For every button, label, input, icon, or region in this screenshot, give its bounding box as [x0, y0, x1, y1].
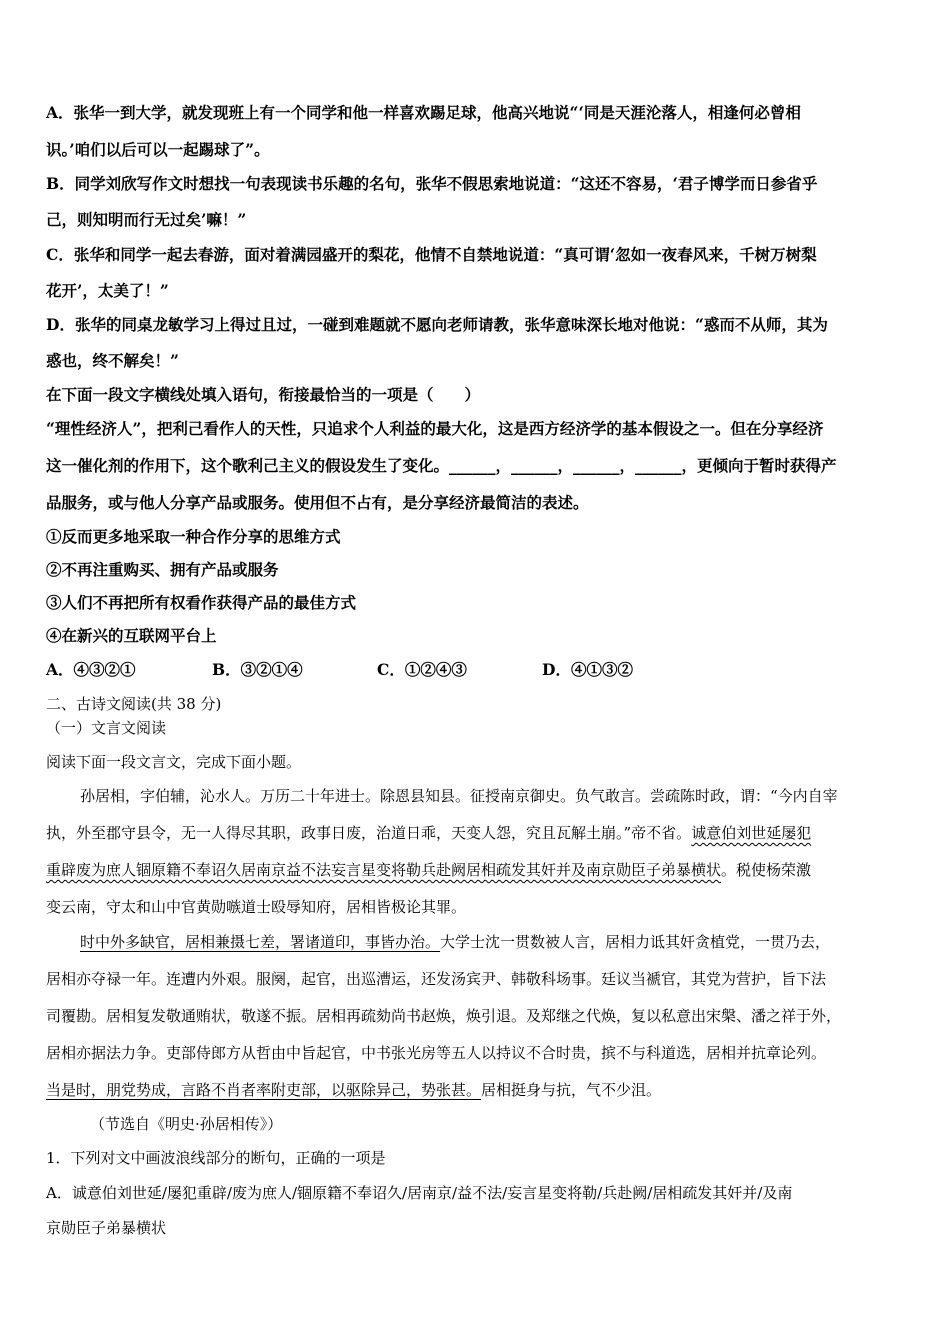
fill-option-b: B．③②①④: [212, 660, 303, 679]
sentence-4: ④在新兴的互联网平台上: [46, 626, 217, 645]
question-1-stem: 1．下列对文中画波浪线部分的断句，正确的一项是: [46, 1149, 386, 1167]
option-c-line-2: 花开’，太美了！”: [46, 281, 169, 300]
fill-option-d: D．④①③②: [542, 660, 633, 679]
underlined-sentence-2: 当是时，朋党势成，言路不肖者率附吏部，以驱除异己，势张甚。: [46, 1081, 482, 1099]
passage-line-8: 居相亦据法力争。吏部侍郎方从哲由中旨起官，中书张光房等五人以持议不合时贵，摈不与科道选，居相并抗章论列。: [46, 1044, 827, 1062]
option-b-line-1: B．同学刘欣写作文时想找一句表现读书乐趣的名句，张华不假思索地说道：“这还不容易，‘君子博学而日参省乎: [46, 174, 818, 193]
option-d-line-1: D．张华的同桌龙敏学习上得过且过，一碰到难题就不愿向老师请教，张华意味深长地对他说：“惑而不从师，其为: [46, 315, 828, 334]
passage-line-6: 居相亦夺禄一年。连遭内外艰。服阕，起官，出巡漕运，还发汤宾尹、韩敬科场事。廷议当褫官，其党为营护，旨下法: [46, 970, 827, 988]
passage-line-2: [46, 823, 811, 843]
fill-option-a: A．④③②①: [46, 660, 136, 679]
sentence-2: ②不再注重购买、拥有产品或服务: [46, 560, 279, 579]
option-d-line-2: 惑也，终不解矣！”: [46, 351, 179, 370]
sentence-3: ③人们不再把所有权看作获得产品的最佳方式: [46, 593, 357, 612]
reading-instruction: 阅读下面一段文言文，完成下面小题。: [46, 753, 302, 771]
passage-line-3-tail: 。税使杨荣激: [721, 861, 812, 879]
sentence-1: ①反而更多地采取一种合作分享的思维方式: [46, 527, 341, 546]
fill-paragraph-line-3: 品服务，或与他人分享产品或服务。使用但不占有，是分享经济最简洁的表述。: [46, 493, 589, 512]
section-title: 二、古诗文阅读(共 38 分): [46, 695, 222, 713]
option-a-line-2: 识。’咱们以后可以一起踢球了”。: [46, 140, 270, 159]
question-1-option-a-line-2: 京勋臣子弟暴横状: [46, 1219, 167, 1237]
passage-line-9: [46, 1080, 661, 1100]
underlined-sentence-1: 时中外多缺官，居相兼摄七差，署诸道印，事皆办治。: [80, 933, 441, 951]
passage-line-9-tail: 居相挺身与抗，气不少沮。: [481, 1081, 662, 1099]
option-b-line-2: 己，则知明而行无过矣’嘛！”: [46, 210, 247, 229]
passage-line-3: [46, 860, 811, 880]
passage-line-5-tail: 大学士沈一贯数被人言，居相力诋其奸贪植党，一贯乃去，: [440, 933, 831, 951]
option-c-line-1: C．张华和同学一起去春游，面对着满园盛开的梨花，他情不自禁地说道：“真可谓‘忽如一夜春风来，千树万树梨: [46, 245, 817, 264]
passage-line-7: 司覆勘。居相复发敬通贿状，敬遂不振。居相再疏劾尚书赵焕，焕引退。及郑继之代焕，复以私意出宋槃、潘之祥于外，: [46, 1007, 842, 1025]
passage-line-4: 变云南，守太和山中官黄勋嗾道士殴辱知府，居相皆极论其罪。: [46, 898, 467, 916]
fill-question-stem: 在下面一段文字横线处填入语句，衔接最恰当的一项是（ ）: [46, 385, 481, 404]
wavy-underlined-text: 重辟废为庶人锢原籍不奉诏久居南京益不法妄言星变将勒兵赴阙居相疏发其奸并及南京勋臣子弟暴横状: [46, 861, 722, 879]
fill-paragraph-line-2: 这一催化剂的作用下，这个歌利己主义的假设发生了变化。______，______，______，______，更倾向于暂时获得产: [46, 456, 837, 475]
subsection-title: （一）文言文阅读: [46, 719, 167, 737]
passage-line-1: 孙居相，字伯辅，沁水人。万历二十年进士。除恩县知县。征授南京御史。负气敢言。尝疏陈时政，谓：“今内自宰: [80, 787, 838, 805]
option-a-line-1: A．张华一到大学，就发现班上有一个同学和他一样喜欢踢足球，他高兴地说“‘同是天涯沦落人，相逢何必曾相: [46, 103, 801, 122]
passage-source: （节选自《明史·孙居相传》）: [90, 1115, 283, 1133]
question-1-option-a-line-1: A．诚意伯刘世延/屡犯重辟/废为庶人/锢原籍不奉诏久/居南京/益不法/妄言星变将勒/兵赴阙/居相疏发其奸并/及南: [46, 1184, 793, 1202]
wavy-underlined-text-start: 诚意伯刘世延屡犯: [691, 824, 812, 842]
fill-option-c: C．①②④③: [377, 660, 467, 679]
passage-line-2-text: 执，外至郡守县令，无一人得尽其职，政事日废，治道日乖，天变人怨，究且瓦解土崩。”帝不省。: [46, 824, 692, 842]
fill-paragraph-line-1: “理性经济人”，把利己看作人的天性，只追求个人利益的最大化，这是西方经济学的基本假设之一。但在分享经济: [46, 419, 824, 438]
passage-line-5: [80, 932, 830, 952]
